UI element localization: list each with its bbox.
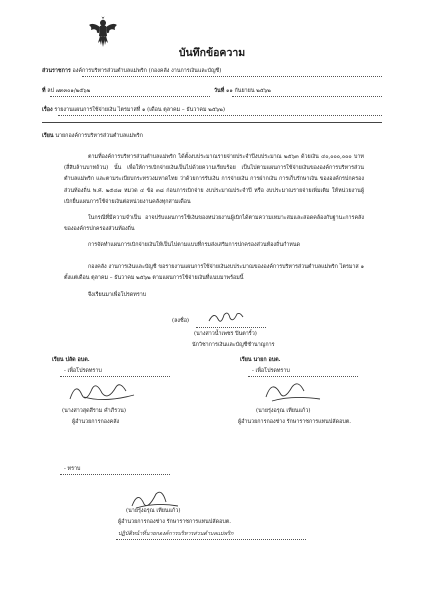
ref-row <box>42 88 90 95</box>
subject-value: รายงานแผนการใช้จ่ายเงิน ไตรมาสที่ ๑ (เดือน ตุลาคม – ธันวาคม ๒๕๖๒) <box>54 107 225 113</box>
left-signature-graphic <box>64 377 154 407</box>
date-label: วันที่ <box>214 88 225 94</box>
memo-title: บันทึกข้อความ <box>178 47 246 59</box>
bottom-position: ผู้อำนวยการกองช่าง รักษาราชการแทนปลัดอบต. <box>118 519 231 525</box>
agency-label: ส่วนราชการ <box>42 68 71 74</box>
bottom-handwritten-note: ปฏิบัติหน้าที่นายกองค์การบริหารส่วนตำบลแม่พริก <box>118 531 234 537</box>
body-paragraph-5: จึงเรียนมาเพื่อโปรดทราบ <box>88 292 147 298</box>
to-row <box>42 133 143 140</box>
bottom-note-dotted-line <box>60 474 170 475</box>
body-paragraph-1: ตามที่องค์การบริหารส่วนตำบลแม่พริก ได้ตั้งงบประมาณรายจ่ายประจำปีงบประมาณ ๒๕๖๓ ด้วยเงิน ๔๐,๐๐๐,๐๐๐ บาท (สี่สิบล้านบาทถ้วน) นั้น เพื่อให้การเบิกจ่ายเงินเป็นไปด้วยความเรียบร้อย เป็นไปตามแผนการใช้จ่ายเงินขององค์การบริหารส่วนตำบลแม่พริก และตามระเบียบกระทรวงมหาดไทย ว่าด้วยการรับเงิน การจ่ายเงิน การฝากเงิน การเก็บรักษาเงิน ขององค์กรปกครองส่วนท้องถิ่น พ.ศ. ๒๕๔๗ หมวด ๔ ข้อ ๓๘ ก่อนการเบิกจ่าย งบประมาณประจำปี หรือ งบประมาณรายจ่ายเพิ่มเติม ให้หน่วยงานผู้เบิกยื่นแผนการใช้จ่ายเงินต่อหน่วยงานคลังทุกสามเดือน <box>64 154 364 205</box>
right-name: (นายรุ่งอรุณ เทียนแก้ว) <box>256 408 311 414</box>
to-value: นายกองค์การบริหารส่วนตำบลแม่พริก <box>55 133 143 139</box>
bottom-name: (นายรุ่งอรุณ เทียนแก้ว) <box>126 508 181 514</box>
subject-label: เรื่อง <box>42 107 53 113</box>
right-signature-graphic <box>262 377 332 407</box>
ref-label: ที่ <box>42 88 46 94</box>
right-note: - เพื่อโปรดทราบ <box>252 368 290 374</box>
left-to: เรียน ปลัด อบต. <box>52 357 90 363</box>
ref-value: ลป ๗๓๓๐๑/๒๕๖๒ <box>47 88 91 94</box>
subject-dotted-line <box>58 115 382 116</box>
main-name: (นางสาวน้ำเพชร ปินตาริ้ว) <box>194 331 257 337</box>
header-divider <box>42 122 382 123</box>
agency-value: องค์การบริหารส่วนตำบลแม่พริก (กองคลัง งานการเงินและบัญชี) <box>72 68 222 74</box>
body-paragraph-2: ในกรณีที่มีความจำเป็น อาจปรับแผนการใช้เงินของหน่วยงานผู้เบิกได้ตามความเหมาะสมและสอดคล้องกับฐานะการคลังขององค์กรปกครองส่วนท้องถิ่น <box>64 215 364 233</box>
right-position: ผู้อำนวยการกองช่าง รักษาราชการแทนปลัดอบต. <box>238 419 351 425</box>
body-paragraph-3: การจัดทำแผนการเบิกจ่ายเงินให้เป็นไปตามแบบที่กรมส่งเสริมการปกครองส่วนท้องถิ่นกำหนด <box>88 242 301 248</box>
left-note: - เพื่อโปรดทราบ <box>64 368 102 374</box>
main-sign-dotted-line <box>196 327 266 328</box>
agency-row <box>42 68 221 75</box>
bottom-note: - ทราบ <box>64 466 81 472</box>
date-value: ๑๑ กันยายน ๒๕๖๒ <box>225 88 271 94</box>
to-label: เรียน <box>42 133 54 139</box>
ref-dotted-line <box>50 96 210 97</box>
body-paragraph-4: กองคลัง งานการเงินและบัญชี ขอรายงานแผนการใช้จ่ายเงินงบประมาณขององค์การบริหารส่วนตำบลแม่พริก ไตรมาส ๑ ตั้งแต่เดือน ตุลาคม – ธันวาคม ๒๕๖๒ ตามแผนการใช้จ่ายเงินที่แนบมาพร้อมนี้ <box>64 264 364 282</box>
right-to: เรียน นายก อบต. <box>240 357 281 363</box>
date-dotted-line <box>232 96 382 97</box>
main-sign-label: (ลงชื่อ) <box>172 318 190 324</box>
date-row <box>214 88 271 95</box>
agency-dotted-line <box>82 76 382 77</box>
left-name: (นางสาวสุดสีราม คำภีรวน) <box>62 408 126 414</box>
main-position: นักวิชาการเงินและบัญชีชำนาญการ <box>192 342 275 348</box>
bottom-handwritten-dotted-line <box>116 539 306 540</box>
subject-row <box>42 107 225 114</box>
main-signature-graphic <box>206 309 246 327</box>
left-position: ผู้อำนวยการกองคลัง <box>72 419 120 425</box>
